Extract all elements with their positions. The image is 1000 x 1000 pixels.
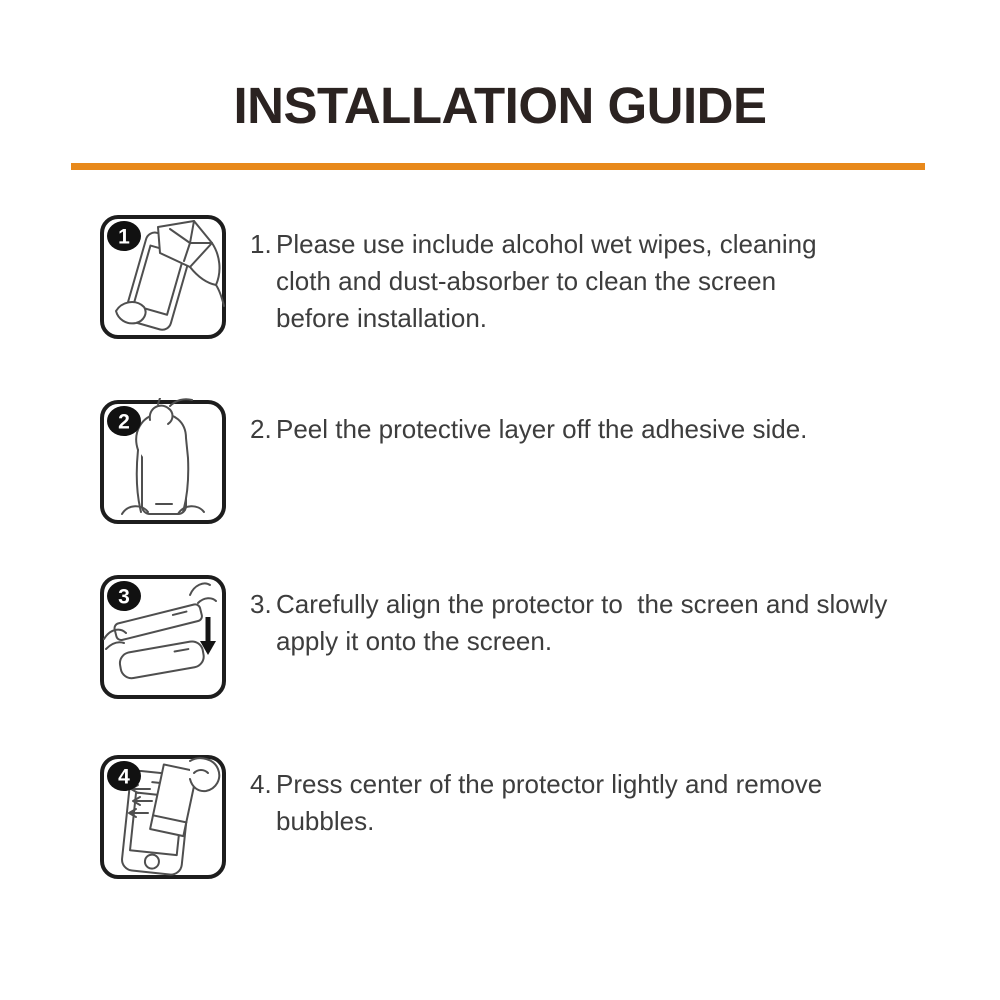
instruction-line: apply it onto the screen. bbox=[276, 626, 553, 656]
step-badge-number: 2 bbox=[118, 410, 130, 434]
instruction-line: cloth and dust-absorber to clean the screen bbox=[276, 266, 777, 296]
hand-icon bbox=[190, 758, 219, 791]
step-text bbox=[250, 753, 822, 840]
step-row-2 bbox=[98, 398, 807, 526]
step-number: 3. bbox=[250, 589, 272, 619]
instruction-line: bubbles. bbox=[276, 806, 375, 836]
step-text bbox=[250, 398, 807, 448]
instruction-line: Please use include alcohol wet wipes, cleaning bbox=[276, 229, 817, 259]
instruction-line: Peel the protective layer off the adhesive side. bbox=[276, 414, 808, 444]
step-number: 1. bbox=[250, 229, 272, 259]
step-instruction bbox=[276, 411, 807, 448]
step-badge-number: 1 bbox=[118, 225, 130, 249]
step-badge-number: 3 bbox=[118, 585, 130, 609]
step-number: 2. bbox=[250, 414, 272, 444]
step-row-3 bbox=[98, 573, 887, 701]
instruction-line: Press center of the protector lightly and remove bbox=[276, 769, 823, 799]
step-number: 4. bbox=[250, 769, 272, 799]
instruction-line: Carefully align the protector to the screen and slowly bbox=[276, 589, 888, 619]
press-bubbles-illustration bbox=[98, 753, 228, 881]
peel-layer-illustration bbox=[98, 398, 228, 526]
step-row-4 bbox=[98, 753, 822, 881]
align-protector-illustration bbox=[98, 573, 228, 701]
divider bbox=[71, 163, 925, 170]
step-instruction bbox=[276, 586, 887, 660]
step-row-1 bbox=[98, 213, 817, 341]
left-arrows-icon bbox=[129, 785, 152, 817]
instruction-line: before installation. bbox=[276, 303, 488, 333]
wipe-screen-illustration bbox=[98, 213, 228, 341]
step-text bbox=[250, 573, 887, 660]
step-text bbox=[250, 213, 817, 337]
step-instruction bbox=[276, 226, 817, 337]
step-badge-number: 4 bbox=[118, 765, 130, 789]
step-instruction bbox=[276, 766, 822, 840]
page-title: INSTALLATION GUIDE bbox=[233, 77, 767, 134]
